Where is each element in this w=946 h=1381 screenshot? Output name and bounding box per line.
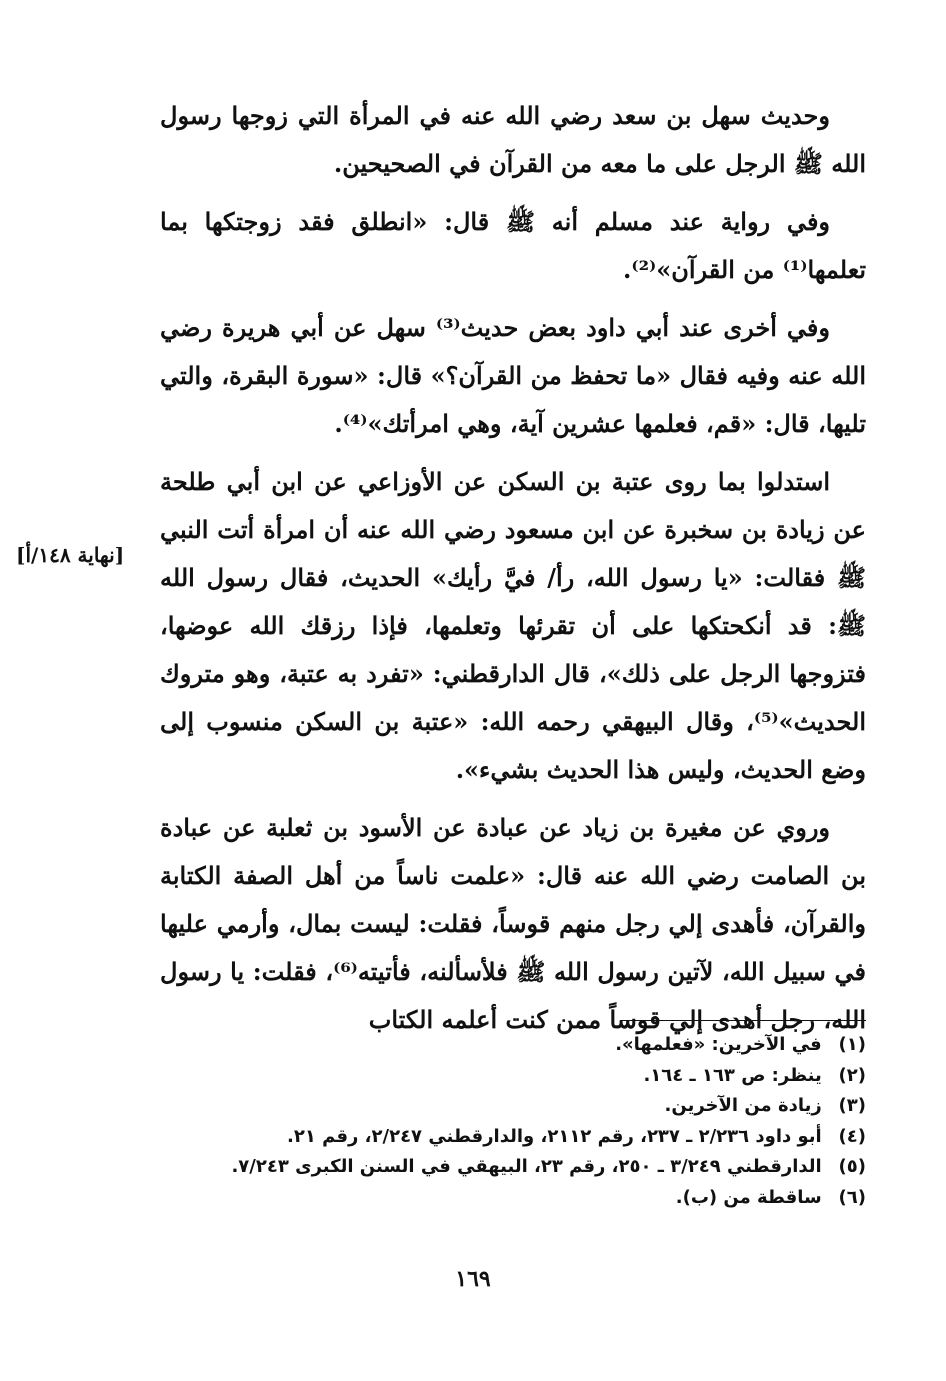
paragraph-5: وروي عن مغيرة بن زياد عن عبادة عن الأسود بن ثعلبة عن عبادة بن الصامت رضي الله عنه قال: «علمت ناساً من أهل الصفة الكتابة والقرآن، فأهدى إلي رجل منهم قوساً، فقلت: ليست بمال، وأرمي عليها في سبيل الله، لآتين رسول الله ﷺ فلأسألنه، فأتيته⁽⁶⁾، فقلت: يا رسول الله، رجل أهدى إلي قوساً ممن كنت أعلمه الكتاب [160, 813, 866, 1034]
footnote-number: (٣) [838, 1095, 866, 1116]
footnotes-section [160, 1030, 866, 1213]
footnote-text: ساقطة من (ب). [675, 1186, 822, 1208]
footnote-1 [160, 1030, 866, 1061]
footnote-number: (٦) [838, 1186, 866, 1208]
footnote-text: ينظر: ص ١٦٣ ـ ١٦٤. [643, 1064, 822, 1086]
margin-note: [نهاية ١٤٨/أ] [16, 543, 125, 567]
footnote-text: الدارقطني ٣/٢٤٩ ـ ٢٥٠، رقم ٢٣، البيهقي في السنن الكبرى ٧/٢٤٣. [231, 1156, 822, 1177]
footnote-divider [620, 1020, 866, 1021]
footnote-3 [160, 1091, 866, 1122]
paragraph-1: وحديث سهل بن سعد رضي الله عنه في المرأة التي زوجها رسول الله ﷺ الرجل على ما معه من القرآن في الصحيحين. [160, 101, 866, 178]
footnote-2 [160, 1061, 866, 1092]
footnote-text: زيادة من الآخرين. [664, 1095, 822, 1116]
footnote-number: (٤) [838, 1125, 866, 1147]
footnote-text: في الآخرين: «فعلمها». [615, 1034, 822, 1055]
footnote-5 [160, 1152, 866, 1183]
paragraph-3: وفي أخرى عند أبي داود بعض حديث⁽³⁾ سهل عن أبي هريرة رضي الله عنه وفيه فقال «ما تحفظ من القرآن؟» قال: «سورة البقرة، والتي تليها، قال: «قم، فعلمها عشرين آية، وهي امرأتك»⁽⁴⁾. [160, 313, 866, 438]
footnote-number: (٥) [838, 1156, 866, 1177]
footnote-text: أبو داود ٢/٢٣٦ ـ ٢٣٧، رقم ٢١١٢، والدارقطني ٢/٢٤٧، رقم ٢١. [287, 1125, 822, 1147]
footnote-4 [160, 1122, 866, 1153]
footnote-number: (١) [838, 1034, 866, 1055]
main-text-body [160, 92, 866, 1054]
footnote-6 [160, 1183, 866, 1214]
page-number: ١٦٩ [455, 1266, 491, 1292]
footnote-number: (٢) [838, 1064, 866, 1086]
paragraph-2: وفي رواية عند مسلم أنه ﷺ قال: «انطلق فقد زوجتكها بما تعلمها⁽¹⁾ من القرآن»⁽²⁾. [160, 207, 866, 284]
paragraph-4: استدلوا بما روى عتبة بن السكن عن الأوزاعي عن ابن أبي طلحة عن زيادة بن سخبرة عن ابن مسعود رضي الله عنه أن امرأة أتت النبي ﷺ فقالت: «يا رسول الله، رأ/ فيَّ رأيك» الحديث، فقال رسول الله ﷺ: قد أنكحتكها على أن تقرئها وتعلمها، فإذا رزقك الله عوضها، فتزوجها الرجل على ذلك»، قال الدارقطني: «تفرد به عتبة، وهو متروك الحديث»⁽⁵⁾، وقال البيهقي رحمه الله: «عتبة بن السكن منسوب إلى وضع الحديث، وليس هذا الحديث بشيء». [160, 467, 866, 784]
